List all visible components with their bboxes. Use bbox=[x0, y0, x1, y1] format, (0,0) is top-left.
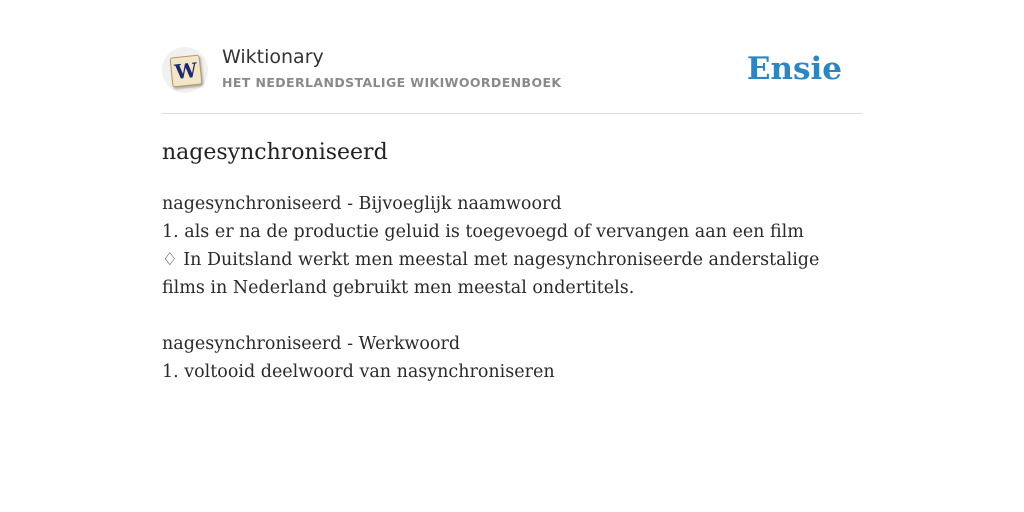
entry-heading: nagesynchroniseerd - Werkwoord bbox=[162, 334, 461, 354]
ensie-brand-link[interactable]: Ensie bbox=[746, 51, 842, 87]
site-tagline: HET NEDERLANDSTALIGE WIKIWOORDENBOEK bbox=[222, 75, 562, 90]
entry-heading: nagesynchroniseerd - Bijvoeglijk naamwoord bbox=[162, 194, 562, 214]
site-name[interactable]: Wiktionary bbox=[222, 46, 324, 68]
logo-tile: W bbox=[170, 55, 203, 88]
entries bbox=[162, 190, 862, 386]
entry-definition: 1. als er na de productie geluid is toegevoegd of vervangen aan een film bbox=[162, 222, 804, 242]
page-container bbox=[162, 0, 862, 414]
entry-verb bbox=[162, 330, 862, 386]
site-header bbox=[162, 0, 862, 114]
page-title: nagesynchroniseerd bbox=[162, 140, 388, 165]
entry-example: ♢ In Duitsland werkt men meestal met nagesynchroniseerde anderstalige films in Nederland gebruikt men meestal ondertitels. bbox=[162, 250, 820, 298]
entry-definition: 1. voltooid deelwoord van nasynchroniseren bbox=[162, 362, 555, 382]
wiktionary-logo-icon[interactable] bbox=[162, 47, 208, 93]
entry-adjective bbox=[162, 190, 862, 302]
